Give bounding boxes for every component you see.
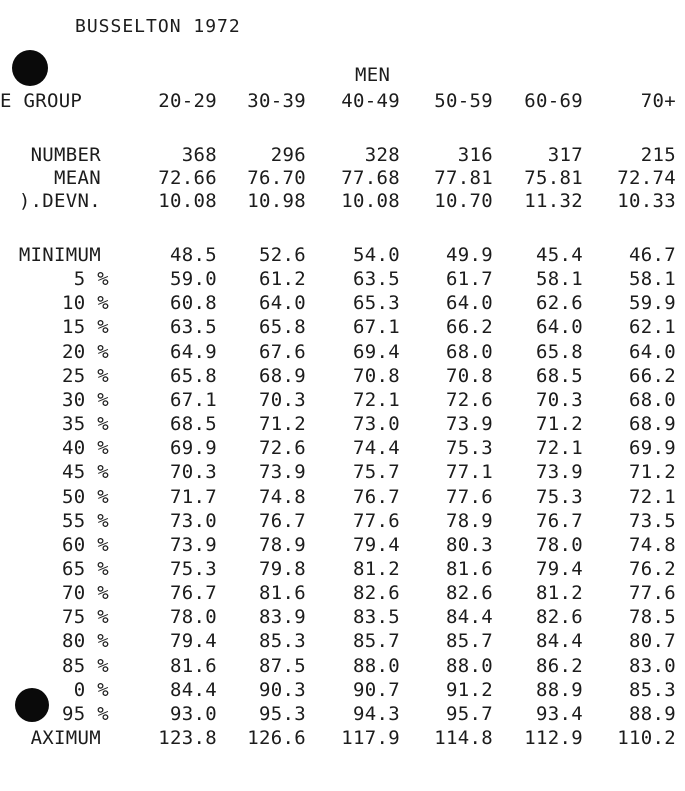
table-cell: 11.32	[524, 190, 583, 212]
table-cell: 83.9	[259, 606, 306, 628]
table-cell: 296	[270, 144, 306, 166]
table-cell: 81.2	[536, 582, 583, 604]
table-cell: 82.6	[353, 582, 400, 604]
table-cell: 60.8	[170, 292, 217, 314]
table-cell: 74.4	[353, 437, 400, 459]
column-header: 40-49	[341, 90, 400, 112]
column-header: 30-39	[247, 90, 306, 112]
table-cell: 66.2	[446, 316, 493, 338]
table-cell: 215	[640, 144, 676, 166]
table-cell: 72.1	[629, 486, 676, 508]
table-cell: 74.8	[629, 534, 676, 556]
table-cell: 76.70	[247, 167, 306, 189]
table-cell: 84.4	[446, 606, 493, 628]
row-label: 25 %	[62, 365, 109, 387]
table-cell: 49.9	[446, 244, 493, 266]
table-cell: 70.8	[353, 365, 400, 387]
row-label: MINIMUM	[18, 244, 101, 266]
table-cell: 88.9	[536, 679, 583, 701]
group-label: MEN	[355, 64, 391, 86]
table-cell: 76.7	[353, 486, 400, 508]
table-cell: 48.5	[170, 244, 217, 266]
table-cell: 71.2	[629, 461, 676, 483]
table-cell: 63.5	[353, 268, 400, 290]
row-label: 15 %	[62, 316, 109, 338]
table-cell: 77.81	[434, 167, 493, 189]
row-label: 10 %	[62, 292, 109, 314]
table-cell: 88.9	[629, 703, 676, 725]
table-cell: 72.66	[158, 167, 217, 189]
table-cell: 65.8	[259, 316, 306, 338]
table-cell: 10.08	[341, 190, 400, 212]
table-cell: 73.0	[170, 510, 217, 532]
table-cell: 72.6	[259, 437, 306, 459]
table-cell: 69.9	[629, 437, 676, 459]
row-label: 20 %	[62, 341, 109, 363]
table-cell: 73.9	[446, 413, 493, 435]
table-cell: 68.0	[629, 389, 676, 411]
table-cell: 76.2	[629, 558, 676, 580]
table-cell: 117.9	[341, 727, 400, 749]
table-cell: 82.6	[446, 582, 493, 604]
table-cell: 71.7	[170, 486, 217, 508]
table-cell: 64.0	[629, 341, 676, 363]
table-cell: 81.6	[170, 655, 217, 677]
table-cell: 85.7	[353, 630, 400, 652]
table-cell: 86.2	[536, 655, 583, 677]
row-label: 40 %	[62, 437, 109, 459]
table-cell: 71.2	[259, 413, 306, 435]
table-cell: 54.0	[353, 244, 400, 266]
table-cell: 110.2	[617, 727, 676, 749]
table-cell: 69.4	[353, 341, 400, 363]
row-label: 60 %	[62, 534, 109, 556]
table-cell: 72.1	[353, 389, 400, 411]
table-cell: 80.3	[446, 534, 493, 556]
table-cell: 68.9	[629, 413, 676, 435]
table-cell: 64.0	[259, 292, 306, 314]
table-cell: 59.9	[629, 292, 676, 314]
table-cell: 79.4	[536, 558, 583, 580]
table-cell: 316	[457, 144, 493, 166]
table-cell: 64.0	[536, 316, 583, 338]
table-cell: 77.6	[629, 582, 676, 604]
table-cell: 52.6	[259, 244, 306, 266]
table-cell: 70.3	[170, 461, 217, 483]
table-cell: 328	[364, 144, 400, 166]
table-cell: 65.8	[170, 365, 217, 387]
table-cell: 63.5	[170, 316, 217, 338]
column-group-label: E GROUP	[0, 90, 83, 112]
table-cell: 58.1	[536, 268, 583, 290]
table-cell: 368	[181, 144, 217, 166]
row-label: 70 %	[62, 582, 109, 604]
table-cell: 73.9	[259, 461, 306, 483]
table-cell: 85.3	[629, 679, 676, 701]
table-cell: 67.1	[353, 316, 400, 338]
column-header: 70+	[640, 90, 676, 112]
table-cell: 83.5	[353, 606, 400, 628]
table-cell: 78.0	[170, 606, 217, 628]
table-cell: 10.33	[617, 190, 676, 212]
table-cell: 79.8	[259, 558, 306, 580]
table-cell: 73.0	[353, 413, 400, 435]
row-label: NUMBER	[30, 144, 101, 166]
table-cell: 74.8	[259, 486, 306, 508]
row-label: 85 %	[62, 655, 109, 677]
table-cell: 81.6	[446, 558, 493, 580]
table-cell: 90.7	[353, 679, 400, 701]
table-cell: 75.3	[536, 486, 583, 508]
table-cell: 85.7	[446, 630, 493, 652]
table-cell: 72.6	[446, 389, 493, 411]
table-cell: 77.6	[446, 486, 493, 508]
table-cell: 95.7	[446, 703, 493, 725]
table-cell: 62.1	[629, 316, 676, 338]
table-cell: 75.81	[524, 167, 583, 189]
table-cell: 61.7	[446, 268, 493, 290]
table-cell: 78.9	[259, 534, 306, 556]
table-cell: 94.3	[353, 703, 400, 725]
row-label: 95 %	[62, 703, 109, 725]
report-title: BUSSELTON 1972	[75, 16, 241, 37]
table-cell: 45.4	[536, 244, 583, 266]
table-cell: 75.3	[170, 558, 217, 580]
table-cell: 85.3	[259, 630, 306, 652]
table-cell: 68.9	[259, 365, 306, 387]
table-cell: 91.2	[446, 679, 493, 701]
table-cell: 59.0	[170, 268, 217, 290]
table-cell: 62.6	[536, 292, 583, 314]
table-cell: 70.3	[259, 389, 306, 411]
table-cell: 73.9	[170, 534, 217, 556]
punch-hole-top	[12, 50, 48, 86]
table-cell: 80.7	[629, 630, 676, 652]
table-cell: 75.7	[353, 461, 400, 483]
row-label: 45 %	[62, 461, 109, 483]
row-label: MEAN	[54, 167, 101, 189]
row-label: 50 %	[62, 486, 109, 508]
table-cell: 123.8	[158, 727, 217, 749]
table-cell: 65.3	[353, 292, 400, 314]
table-cell: 70.8	[446, 365, 493, 387]
punch-hole-bottom	[15, 688, 49, 722]
table-cell: 82.6	[536, 606, 583, 628]
table-cell: 78.5	[629, 606, 676, 628]
table-cell: 88.0	[446, 655, 493, 677]
table-cell: 88.0	[353, 655, 400, 677]
table-cell: 93.0	[170, 703, 217, 725]
table-cell: 72.1	[536, 437, 583, 459]
table-cell: 76.7	[259, 510, 306, 532]
column-header: 60-69	[524, 90, 583, 112]
table-cell: 84.4	[536, 630, 583, 652]
table-cell: 71.2	[536, 413, 583, 435]
row-label: 65 %	[62, 558, 109, 580]
table-cell: 114.8	[434, 727, 493, 749]
table-cell: 68.5	[536, 365, 583, 387]
table-cell: 79.4	[170, 630, 217, 652]
table-cell: 95.3	[259, 703, 306, 725]
table-cell: 46.7	[629, 244, 676, 266]
row-label: 35 %	[62, 413, 109, 435]
table-cell: 58.1	[629, 268, 676, 290]
table-cell: 77.6	[353, 510, 400, 532]
table-cell: 79.4	[353, 534, 400, 556]
row-label: 75 %	[62, 606, 109, 628]
table-cell: 66.2	[629, 365, 676, 387]
row-label: 80 %	[62, 630, 109, 652]
table-cell: 83.0	[629, 655, 676, 677]
table-cell: 64.0	[446, 292, 493, 314]
table-cell: 68.5	[170, 413, 217, 435]
table-cell: 77.1	[446, 461, 493, 483]
table-cell: 78.9	[446, 510, 493, 532]
table-cell: 65.8	[536, 341, 583, 363]
table-cell: 72.74	[617, 167, 676, 189]
table-cell: 10.08	[158, 190, 217, 212]
row-label: AXIMUM	[30, 727, 101, 749]
table-cell: 78.0	[536, 534, 583, 556]
table-cell: 70.3	[536, 389, 583, 411]
table-cell: 68.0	[446, 341, 493, 363]
table-cell: 73.9	[536, 461, 583, 483]
table-cell: 67.1	[170, 389, 217, 411]
table-cell: 77.68	[341, 167, 400, 189]
row-label: 55 %	[62, 510, 109, 532]
table-cell: 76.7	[536, 510, 583, 532]
table-cell: 69.9	[170, 437, 217, 459]
table-cell: 317	[547, 144, 583, 166]
table-cell: 73.5	[629, 510, 676, 532]
table-cell: 81.2	[353, 558, 400, 580]
table-cell: 10.70	[434, 190, 493, 212]
table-cell: 61.2	[259, 268, 306, 290]
row-label: 0 %	[73, 679, 109, 701]
table-cell: 67.6	[259, 341, 306, 363]
table-cell: 112.9	[524, 727, 583, 749]
table-cell: 76.7	[170, 582, 217, 604]
table-cell: 87.5	[259, 655, 306, 677]
row-label: 30 %	[62, 389, 109, 411]
table-cell: 10.98	[247, 190, 306, 212]
table-cell: 75.3	[446, 437, 493, 459]
table-cell: 126.6	[247, 727, 306, 749]
row-label: 5 %	[73, 268, 109, 290]
table-cell: 84.4	[170, 679, 217, 701]
table-cell: 93.4	[536, 703, 583, 725]
table-cell: 64.9	[170, 341, 217, 363]
column-header: 20-29	[158, 90, 217, 112]
table-cell: 90.3	[259, 679, 306, 701]
table-cell: 81.6	[259, 582, 306, 604]
column-header: 50-59	[434, 90, 493, 112]
row-label: ).DEVN.	[18, 190, 101, 212]
